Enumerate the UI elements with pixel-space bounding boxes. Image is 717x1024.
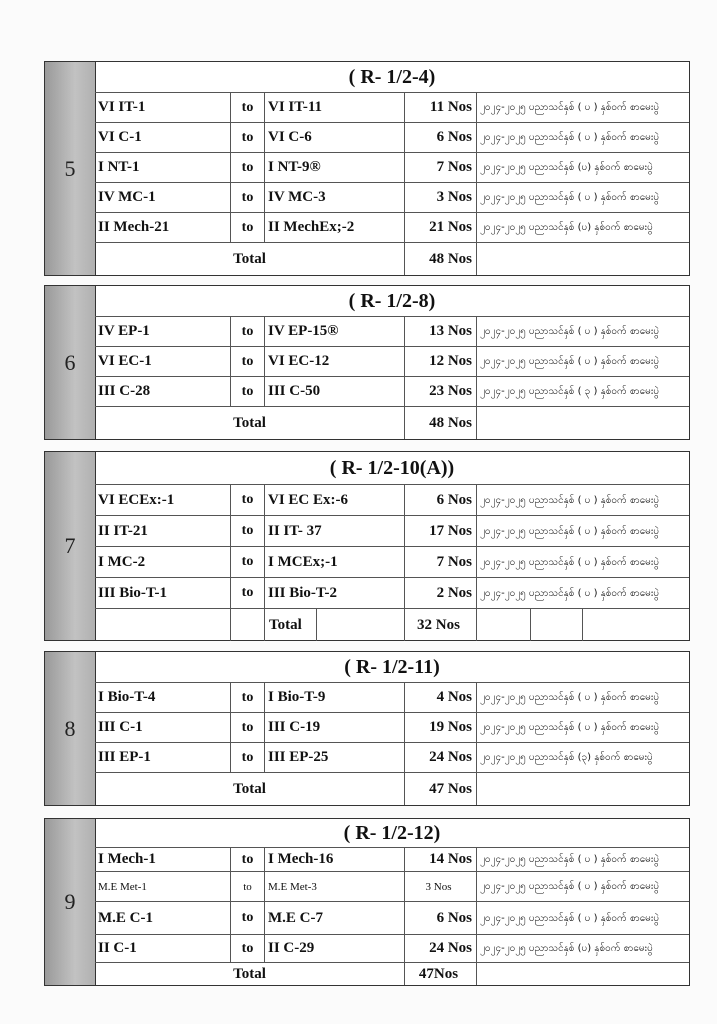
block-number: 5 (45, 62, 96, 275)
end-cell: II MechEx;-2 (265, 213, 405, 242)
count-cell: 3 Nos (405, 872, 477, 901)
empty-cell (231, 609, 265, 641)
from-cell: VI IT-1 (95, 93, 231, 122)
total-label: Total (95, 407, 405, 439)
table-row (95, 516, 689, 547)
from-cell: IV EP-1 (95, 317, 231, 346)
room-code: ( R- 1/2-11) (95, 652, 689, 683)
room-table (95, 652, 689, 805)
count-cell: 24 Nos (405, 935, 477, 962)
to-cell: to (231, 377, 265, 406)
count-cell: 2 Nos (405, 578, 477, 608)
total-label: Total (95, 243, 405, 275)
table-row (95, 935, 689, 963)
table-row (95, 713, 689, 743)
end-cell: II IT- 37 (265, 516, 405, 546)
to-cell: to (231, 516, 265, 546)
from-cell: I NT-1 (95, 153, 231, 182)
from-cell: I MC-2 (95, 547, 231, 577)
end-cell: VI EC Ex:-6 (265, 485, 405, 515)
room-block-8 (44, 651, 690, 806)
count-cell: 21 Nos (405, 213, 477, 242)
room-block-9 (44, 818, 690, 986)
to-cell: to (231, 872, 265, 901)
to-cell: to (231, 317, 265, 346)
from-cell: VI ECEx:-1 (95, 485, 231, 515)
end-cell: III C-19 (265, 713, 405, 742)
total-count: 48 Nos (405, 243, 477, 275)
count-cell: 13 Nos (405, 317, 477, 346)
from-cell: M.E C-1 (95, 902, 231, 934)
count-cell: 24 Nos (405, 743, 477, 772)
note-cell: ၂၀၂၄-၂၀၂၅ ပညာသင်နှစ် (ပ) နှစ်ဝက် စာမေးပွဲ (480, 222, 653, 233)
total-row (95, 243, 689, 275)
count-cell: 17 Nos (405, 516, 477, 546)
end-cell: VI C-6 (265, 123, 405, 152)
count-cell: 11 Nos (405, 93, 477, 122)
to-cell: to (231, 213, 265, 242)
note-cell: ၂၀၂၄-၂၀၂၅ ပညာသင်နှစ် (ပ) နှစ်ဝက် စာမေးပွဲ (480, 162, 653, 173)
total-count: 47Nos (405, 963, 477, 985)
block-number: 6 (45, 286, 96, 439)
count-cell: 4 Nos (405, 683, 477, 712)
count-cell: 3 Nos (405, 183, 477, 212)
end-cell: III Bio-T-2 (265, 578, 405, 608)
from-cell: VI C-1 (95, 123, 231, 152)
to-cell: to (231, 347, 265, 376)
empty-cell (531, 609, 583, 641)
table-row (95, 872, 689, 902)
end-cell: III EP-25 (265, 743, 405, 772)
note-cell: ၂၀၂၄-၂၀၂၅ ပညာသင်နှစ် ( ပ ) နှစ်ဝက် စာမေးပွဲ (480, 692, 660, 703)
to-cell: to (231, 153, 265, 182)
end-cell: I Bio-T-9 (265, 683, 405, 712)
table-row (95, 848, 689, 872)
note-cell: ၂၀၂၄-၂၀၂၅ ပညာသင်နှစ် ( ပ ) နှစ်ဝက် စာမေးပွဲ (480, 326, 660, 337)
end-cell: II C-29 (265, 935, 405, 962)
to-cell: to (231, 578, 265, 608)
table-row (95, 547, 689, 578)
room-table (95, 286, 689, 439)
table-row (95, 317, 689, 347)
note-cell: ၂၀၂၄-၂၀၂၅ ပညာသင်နှစ် ( ပ ) နှစ်ဝက် စာမေးပွဲ (480, 881, 660, 892)
from-cell: I Mech-1 (95, 848, 231, 871)
end-cell: VI EC-12 (265, 347, 405, 376)
count-cell: 7 Nos (405, 153, 477, 182)
from-cell: II C-1 (95, 935, 231, 962)
from-cell: III Bio-T-1 (95, 578, 231, 608)
end-cell: I MCEx;-1 (265, 547, 405, 577)
to-cell: to (231, 123, 265, 152)
table-row (95, 743, 689, 773)
to-cell: to (231, 743, 265, 772)
to-cell: to (231, 935, 265, 962)
room-code: ( R- 1/2-8) (95, 286, 689, 317)
from-cell: IV MC-1 (95, 183, 231, 212)
count-cell: 7 Nos (405, 547, 477, 577)
note-cell: ၂၀၂၄-၂၀၂၅ ပညာသင်နှစ် ( ပ ) နှစ်ဝက် စာမေးပွဲ (480, 556, 660, 568)
note-cell: ၂၀၂၄-၂၀၂၅ ပညာသင်နှစ် ( ပ ) နှစ်ဝက် စာမေးပွဲ (480, 132, 660, 143)
end-cell: IV MC-3 (265, 183, 405, 212)
note-cell: ၂၀၂၄-၂၀၂၅ ပညာသင်နှစ် ( ပ ) နှစ်ဝက် စာမေးပွဲ (480, 854, 660, 865)
to-cell: to (231, 485, 265, 515)
note-cell: ၂၀၂၄-၂၀၂၅ ပညာသင်နှစ် ( ပ ) နှစ်ဝက် စာမေးပွဲ (480, 587, 660, 599)
from-cell: III C-1 (95, 713, 231, 742)
empty-cell (95, 609, 231, 641)
note-cell: ၂၀၂၄-၂၀၂၅ ပညာသင်နှစ် ( ပ ) နှစ်ဝက် စာမေးပွဲ (480, 192, 660, 203)
block-number: 9 (45, 819, 96, 985)
note-cell: ၂၀၂၄-၂၀၂၅ ပညာသင်နှစ် ( ၃ ) နှစ်ဝက် စာမေးပွဲ (480, 386, 660, 397)
note-cell: ၂၀၂၄-၂၀၂၅ ပညာသင်နှစ် ( ပ ) နှစ်ဝက် စာမေးပွဲ (480, 356, 660, 367)
from-cell: VI EC-1 (95, 347, 231, 376)
room-block-6 (44, 285, 690, 440)
note-cell: ၂၀၂၄-၂၀၂၅ ပညာသင်နှစ် ( ပ ) နှစ်ဝက် စာမေးပွဲ (480, 102, 660, 113)
end-cell: III C-50 (265, 377, 405, 406)
table-row (95, 485, 689, 516)
room-block-7 (44, 451, 690, 641)
from-cell: II Mech-21 (95, 213, 231, 242)
room-table (95, 62, 689, 275)
total-note (477, 773, 689, 805)
table-row (95, 123, 689, 153)
empty-cell (477, 609, 531, 641)
total-label: Total (265, 609, 317, 641)
end-cell: M.E Met-3 (265, 872, 405, 901)
count-cell: 6 Nos (405, 485, 477, 515)
note-cell: ၂၀၂၄-၂၀၂၅ ပညာသင်နှစ် (ပ) နှစ်ဝက် စာမေးပွဲ (480, 943, 653, 954)
empty-cell (317, 609, 405, 641)
end-cell: VI IT-11 (265, 93, 405, 122)
table-row (95, 578, 689, 609)
end-cell: I NT-9® (265, 153, 405, 182)
total-count: 32 Nos (405, 609, 477, 641)
count-cell: 23 Nos (405, 377, 477, 406)
from-cell: III C-28 (95, 377, 231, 406)
room-table (95, 452, 689, 640)
empty-cell (583, 609, 689, 641)
from-cell: I Bio-T-4 (95, 683, 231, 712)
note-cell: ၂၀၂၄-၂၀၂၅ ပညာသင်နှစ် (၃) နှစ်ဝက် စာမေးပွဲ (480, 752, 653, 763)
total-row (95, 609, 689, 641)
block-number: 7 (45, 452, 96, 640)
to-cell: to (231, 547, 265, 577)
room-code: ( R- 1/2-10(A)) (95, 452, 689, 485)
total-row (95, 407, 689, 439)
table-row (95, 683, 689, 713)
from-cell: III EP-1 (95, 743, 231, 772)
count-cell: 14 Nos (405, 848, 477, 871)
total-note (477, 963, 689, 985)
from-cell: M.E Met-1 (95, 872, 231, 901)
total-row (95, 963, 689, 985)
to-cell: to (231, 93, 265, 122)
table-row (95, 377, 689, 407)
room-block-5 (44, 61, 690, 276)
count-cell: 12 Nos (405, 347, 477, 376)
to-cell: to (231, 713, 265, 742)
note-cell: ၂၀၂၄-၂၀၂၅ ပညာသင်နှစ် ( ပ ) နှစ်ဝက် စာမေးပွဲ (480, 722, 660, 733)
table-row (95, 213, 689, 243)
to-cell: to (231, 848, 265, 871)
total-note (477, 243, 689, 275)
end-cell: I Mech-16 (265, 848, 405, 871)
total-count: 48 Nos (405, 407, 477, 439)
count-cell: 6 Nos (405, 902, 477, 934)
end-cell: M.E C-7 (265, 902, 405, 934)
count-cell: 6 Nos (405, 123, 477, 152)
room-code: ( R- 1/2-4) (95, 62, 689, 93)
table-row (95, 902, 689, 935)
note-cell: ၂၀၂၄-၂၀၂၅ ပညာသင်နှစ် ( ပ ) နှစ်ဝက် စာမေးပွဲ (480, 494, 660, 506)
table-row (95, 93, 689, 123)
room-code: ( R- 1/2-12) (95, 819, 689, 848)
room-table (95, 819, 689, 985)
end-cell: IV EP-15® (265, 317, 405, 346)
note-cell: ၂၀၂၄-၂၀၂၅ ပညာသင်နှစ် ( ပ ) နှစ်ဝက် စာမေးပွဲ (480, 912, 660, 924)
block-number: 8 (45, 652, 96, 805)
to-cell: to (231, 902, 265, 934)
total-count: 47 Nos (405, 773, 477, 805)
table-row (95, 153, 689, 183)
table-row (95, 347, 689, 377)
total-label: Total (95, 773, 405, 805)
count-cell: 19 Nos (405, 713, 477, 742)
total-note (477, 407, 689, 439)
total-label: Total (95, 963, 405, 985)
table-row (95, 183, 689, 213)
from-cell: II IT-21 (95, 516, 231, 546)
to-cell: to (231, 183, 265, 212)
note-cell: ၂၀၂၄-၂၀၂၅ ပညာသင်နှစ် ( ပ ) နှစ်ဝက် စာမေးပွဲ (480, 525, 660, 537)
total-row (95, 773, 689, 805)
to-cell: to (231, 683, 265, 712)
